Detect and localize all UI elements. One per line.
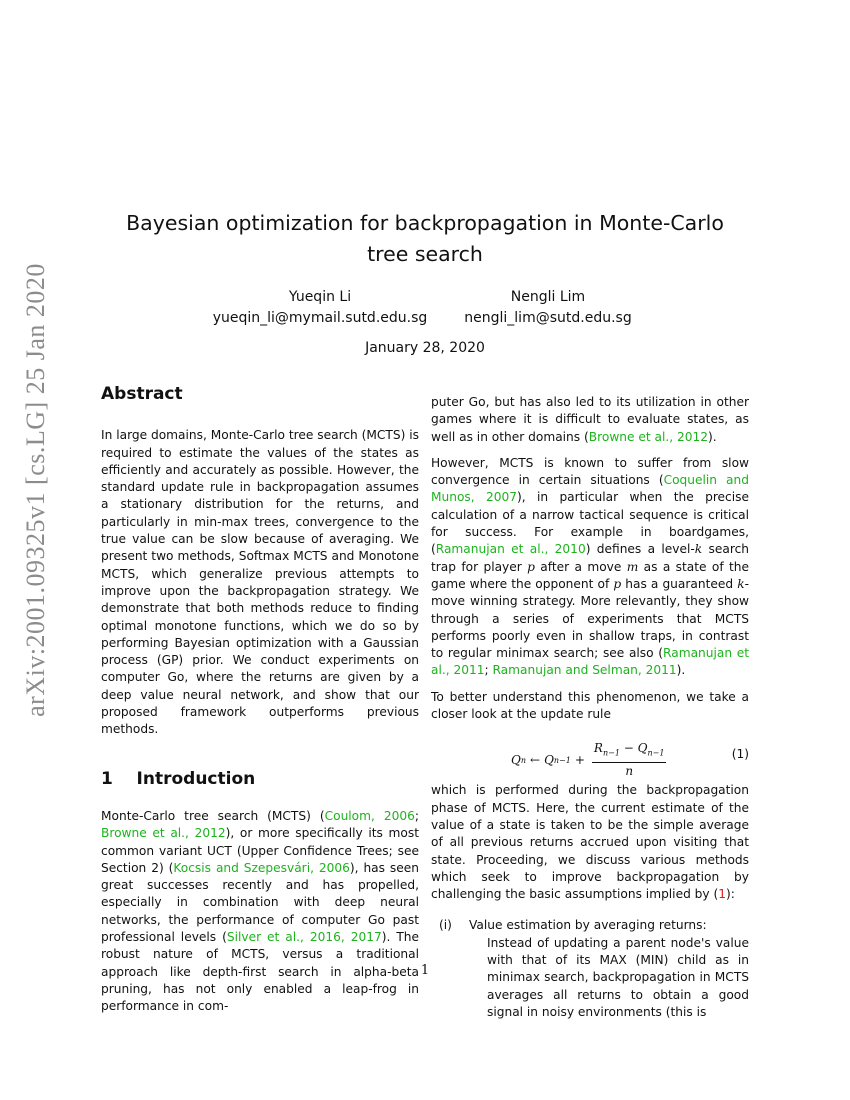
math-symbol: p bbox=[527, 559, 535, 574]
paragraph: puter Go, but has also led to its utilization in other games where it is difficult to evaluate states, as well as in other domains (Browne et al., 2012). bbox=[431, 395, 749, 444]
section-heading-introduction bbox=[101, 768, 419, 789]
paper-title: Bayesian optimization for backpropagation in Monte-Carlo tree search bbox=[126, 211, 724, 266]
equation-body: Q n ← Q n−1 + $\frac{R_{n-1} - Q_{n-1}}{n}$ bbox=[511, 740, 669, 780]
author-name: Yueqin Li bbox=[288, 289, 352, 305]
right-column bbox=[431, 394, 749, 1021]
math-symbol: k bbox=[694, 542, 703, 557]
author-block-1 bbox=[200, 287, 440, 329]
citation-link[interactable]: Coulom, 2006 bbox=[324, 808, 415, 823]
paragraph: However, MCTS is known to suffer from slow convergence in certain situations (Coquelin and Munos, 2007), in particular when the precise calculation of a narrow tactical sequence is critical for success. For example in boardgames, (Ramanujan et al., 2010) defines a level-k search trap for player p after a move m as a state of the game where the opponent of p has a guaranteed k-move winning strategy. More relevantly, they show through a series of experiments that MCTS performs poorly even in shallow traps, in contrast to regular minimax search; see also (Ramanujan et al., 2011; Ramanujan and Selman, 2011). bbox=[431, 455, 750, 678]
equation-update-rule bbox=[431, 732, 749, 779]
citation-link[interactable]: Browne et al., 2012 bbox=[588, 429, 709, 444]
citation-link[interactable]: Browne et al., 2012 bbox=[101, 826, 226, 841]
math-symbol: k bbox=[737, 576, 745, 591]
paragraph: To better understand this phenomenon, we take a closer look at the update rule bbox=[431, 689, 749, 722]
equation-fraction: $\frac{R_{n-1} - Q_{n-1}}{n}$ bbox=[593, 741, 665, 779]
page-number: 1 bbox=[420, 963, 430, 978]
paper-date: January 28, 2020 bbox=[365, 340, 485, 356]
citation-link[interactable]: Silver et al., 2016, 2017 bbox=[226, 930, 382, 945]
author-block-2 bbox=[428, 287, 668, 329]
abstract-text: In large domains, Monte-Carlo tree search (MCTS) is required to estimate the values of the states as efficiently and accurately as possible. However, the standard update rule in backpropagation assumes a stationary distribution for the returns, and particularly in min-max trees, convergence to the true value can be slow because of averaging. We present two methods, Softmax MCTS and Monotone MCTS, which generalize previous attempts to improve upon the backpropagation strategy. We demonstrate that both methods reduce to finding optimal monotone functions, which we do so by performing Bayesian optimization with a Gaussian process (GP) prior. We conduct experiments on computer Go, where the returns are given by a deep value neural network, and show that our proposed framework outperforms previous methods. bbox=[101, 428, 419, 737]
equation-number: (1) bbox=[731, 747, 749, 762]
section-title: Introduction bbox=[136, 768, 256, 789]
equation-reference-link[interactable]: 1 bbox=[718, 887, 727, 902]
author-email[interactable]: yueqin_li@mymail.sutd.edu.sg bbox=[212, 310, 428, 326]
list-item-title: Value estimation by averaging returns: bbox=[469, 918, 707, 933]
citation-link[interactable]: Kocsis and Szepesvári, 2006 bbox=[173, 860, 350, 875]
list-item-text: Instead of updating a parent node's value with that of its MAX (MIN) child as in minimax search, backpropagation in MCTS averages all returns to obtain a good signal in noisy environments (this is bbox=[487, 935, 749, 1019]
math-symbol: m bbox=[626, 559, 639, 574]
author-email[interactable]: nengli_lim@sutd.edu.sg bbox=[464, 310, 632, 326]
citation-link[interactable]: Ramanujan et al., 2011 bbox=[431, 646, 750, 678]
paragraph: which is performed during the backpropagation phase of MCTS. Here, the current estimate of the value of a state is taken to be the simple average of all previous returns accrued upon visiting that state. Proceeding, we discuss various methods which seek to improve backpropagation by challenging the basic assumptions implied by (1): bbox=[431, 783, 749, 902]
citation-link[interactable]: Ramanujan and Selman, 2011 bbox=[492, 663, 677, 678]
abstract-heading: Abstract bbox=[101, 384, 183, 404]
citation-link[interactable]: Coquelin and Munos, 2007 bbox=[431, 473, 749, 505]
section-number: 1 bbox=[101, 768, 113, 789]
author-name: Nengli Lim bbox=[510, 289, 586, 305]
arxiv-identifier: arXiv:2001.09325v1 [cs.LG] 25 Jan 2020 bbox=[21, 263, 50, 717]
list-marker: (i) bbox=[439, 918, 452, 933]
left-column bbox=[101, 386, 419, 1025]
citation-link[interactable]: Ramanujan et al., 2010 bbox=[435, 542, 586, 557]
math-symbol: p bbox=[613, 576, 622, 591]
intro-paragraph: Monte-Carlo tree search (MCTS) (Coulom, 2006; Browne et al., 2012), or more specifically its most common variant UCT (Upper Confidence Trees; see Section 2) (Kocsis and Szepesvári, 2006), has seen great successes recently and has propelled, especially in combination with deep neural networks, the performance of computer Go past professional levels (Silver et al., 2016, 2017). The robust nature of MCTS, versus a traditional approach like depth-first search in alpha-beta pruning, has not only enabled a leap-frog in performance in com- bbox=[101, 808, 419, 1014]
